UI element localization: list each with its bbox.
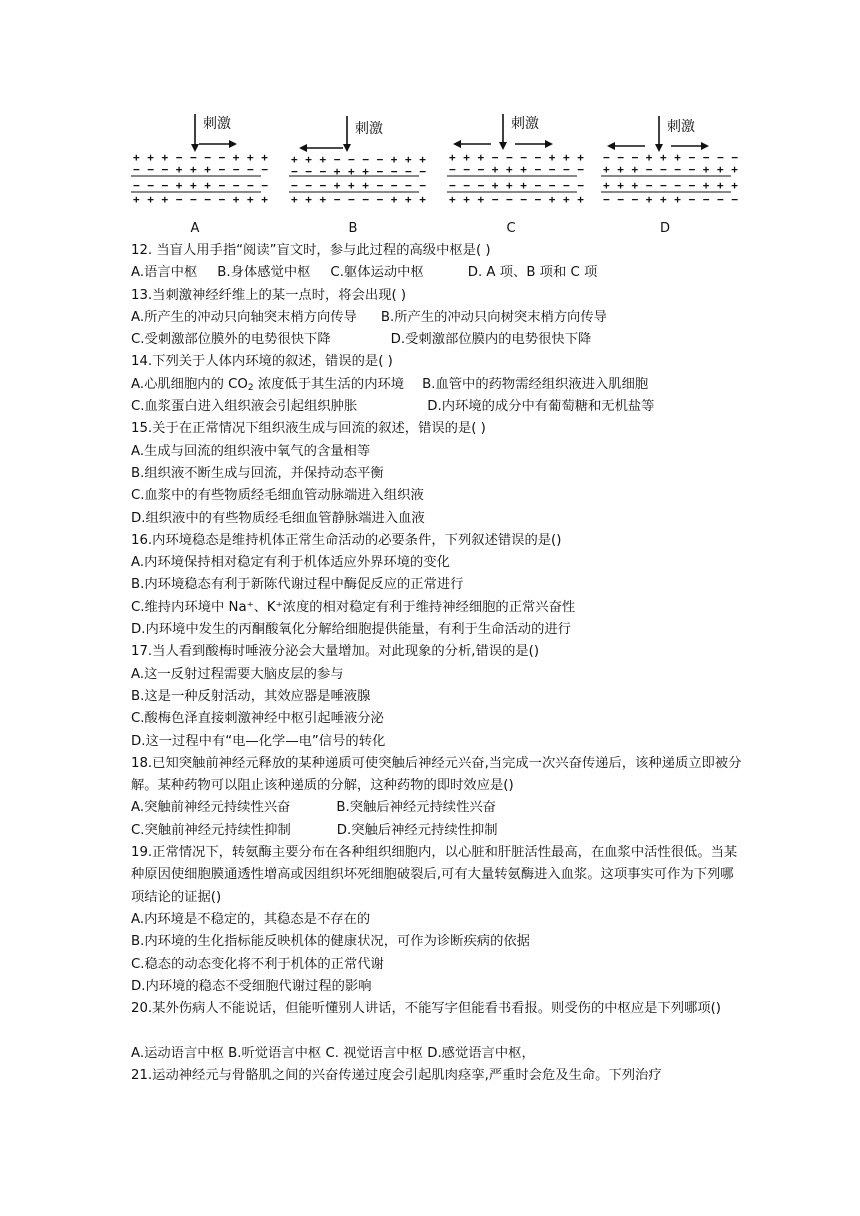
option-b: B.突触后神经元持续性兴奋 [336,800,496,816]
option-b: B.这是一种反射活动，其效应器是唾液腺 [131,688,371,704]
figure-panel-b [283,108,427,238]
charge-row: + + + − − − − + + + [603,163,739,176]
question-20: 20.某外伤病人不能说话，但能听懂别人讲话，不能写字但能看书看报。则受伤的中枢应是下列哪项() [131,1001,721,1017]
option-c: C.稳态的动态变化将不利于机体的正常代谢 [131,956,384,972]
options-18 [131,820,743,842]
charge-row: + + + − − − − + + + [291,193,427,206]
option-c: C.躯体运动中枢 [330,265,424,281]
charge-row: + + + − − − − + + + [291,153,427,166]
charge-row: − − − + + + − − − − [133,163,269,176]
question-16: 16.内环境稳态是维持机体正常生命活动的必要条件，下列叙述错误的是() [131,532,562,548]
options-12 [131,262,743,284]
question-body [131,240,743,1087]
option-d: D. A 项、B 项和 C 项 [467,265,598,281]
charge-row: + + + − − − − + + + [603,179,739,192]
charge-row: + + + − − − − + + + [133,193,269,206]
option-a-pre: A.心肌细胞内的 CO [131,376,248,392]
option-c: C.酸梅色泽直接刺激神经中枢引起唾液分泌 [131,711,384,727]
option-b: B.组织液不断生成与回流，并保持动态平衡 [131,465,384,481]
figure-panel-c [441,108,585,238]
question-18: 18.已知突触前神经元释放的某种递质可使突触后神经元兴奋,当完成一次兴奋传递后，该种递质立即被分解。某种药物可以阻止该种递质的分解，这种药物的即时效应是() [131,755,742,794]
subscript: 2 [247,382,254,393]
option-b: B.内环境的生化指标能反映机体的健康状况，可作为诊断疾病的依据 [131,934,530,950]
option-d: D.内环境的稳态不受细胞代谢过程的影响 [131,978,372,994]
option-c: C.突触前神经元持续性抑制 [131,822,291,838]
question-21: 21.运动神经元与骨骼肌之间的兴奋传递过度会引起肌肉痉挛,严重时会危及生命。下列治疗 [131,1067,662,1083]
option-b: B.身体感觉中枢 [217,265,311,281]
charge-row: − − − + + + − − − − [449,163,585,176]
option-a: A.所产生的冲动只向轴突末梢方向传导 [131,309,357,325]
stimulus-label: 刺激 [203,116,231,132]
option-c: C.维持内环境中 Na⁺、K⁺浓度的相对稳定有利于维持神经细胞的正常兴奋性 [131,599,576,615]
option-d: D.受刺激部位膜内的电势很快下降 [390,332,592,348]
option-d: D.组织液中的有些物质经毛细血管静脉端进入血液 [131,510,425,526]
question-14: 14.下列关于人体内环境的叙述，错误的是( ) [131,354,393,370]
nerve-impulse-figure [125,108,745,238]
charge-row: + + + − − − − + + + [133,151,269,164]
option-d: D.内环境中发生的丙酮酸氧化分解给细胞提供能量，有利于生命活动的进行 [131,622,571,638]
option-a-post: 浓度低于其生活的内环境 [253,376,405,392]
option-c: C.受刺激部位膜外的电势很快下降 [131,332,331,348]
stimulus-label: 刺激 [667,119,695,135]
charge-row: + + + − − − − + + + [449,193,585,206]
charge-row: − − − + + + − − − − [603,193,739,206]
option-d: D.这一过程中有“电—化学—电”信号的转化 [131,733,386,749]
question-13: 13.当刺激神经纤维上的某一点时，将会出现( ) [131,287,407,303]
option-c: C.血浆中的有些物质经毛细血管动脉端进入组织液 [131,488,424,504]
charge-row: − − − + + + − − − − [291,179,427,192]
option-a: A.内环境是不稳定的，其稳态是不存在的 [131,911,371,927]
option-b: B.所产生的冲动只向树突末梢方向传导 [380,309,607,325]
option-d: D.内环境的成分中有葡萄糖和无机盐等 [427,399,655,415]
option-a: A.这一反射过程需要大脑皮层的参与 [131,666,344,682]
option-c: C.血浆蛋白进入组织液会引起组织肿胀 [131,399,358,415]
figure-caption: C [506,221,516,236]
option-a: A.语言中枢 [131,265,198,281]
options-20: A.运动语言中枢 B.听觉语言中枢 C. 视觉语言中枢 D.感觉语言中枢， [131,1045,535,1061]
charge-row: + + + − − − − + + + [449,151,585,164]
options-14 [131,396,743,418]
charge-row: − − − + + + − − − − [449,179,585,192]
figure-caption: B [348,221,358,236]
charge-row: − − − + + + − − − − [291,165,427,178]
figure-panel-a [125,108,269,238]
figure-caption: A [190,221,200,236]
option-b: B.内环境稳态有利于新陈代谢过程中酶促反应的正常进行 [131,577,464,593]
option-a: A.生成与回流的组织液中氧气的含量相等 [131,443,371,459]
question-15: 15.关于在正常情况下组织液生成与回流的叙述，错误的是( ) [131,421,486,437]
stimulus-label: 刺激 [511,116,539,132]
question-19: 19.正常情况下，转氨酶主要分布在各种组织细胞内，以心脏和肝脏活性最高，在血浆中活性很低。当某种原因使细胞膜通透性增高或因组织坏死细胞破裂后,可有大量转氨酶进入血浆。这项事实可作为下列哪项结论的证据() [131,845,738,905]
charge-row: − − − + + + − − − − [603,151,739,164]
options-13 [131,307,743,329]
options-18 [131,797,743,819]
option-a: A.突触前神经元持续性兴奋 [131,800,291,816]
options-14 [131,374,743,396]
charge-row: − − − + + + − − − − [133,179,269,192]
option-a [131,377,404,392]
question-17: 17.当人看到酸梅时唾液分泌会大量增加。对此现象的分析,错误的是() [131,644,540,660]
options-13 [131,329,743,351]
question-12: 12. 当盲人用手指“阅读”盲文时，参与此过程的高级中枢是( ) [131,243,491,258]
figure-caption: D [659,221,670,236]
stimulus-label: 刺激 [355,121,383,137]
figure-panel-d [595,108,739,238]
option-d: D.突触后神经元持续性抑制 [336,822,498,838]
option-b: B.血管中的药物需经组织液进入肌细胞 [422,376,649,392]
option-a: A.内环境保持相对稳定有利于机体适应外界环境的变化 [131,555,450,571]
